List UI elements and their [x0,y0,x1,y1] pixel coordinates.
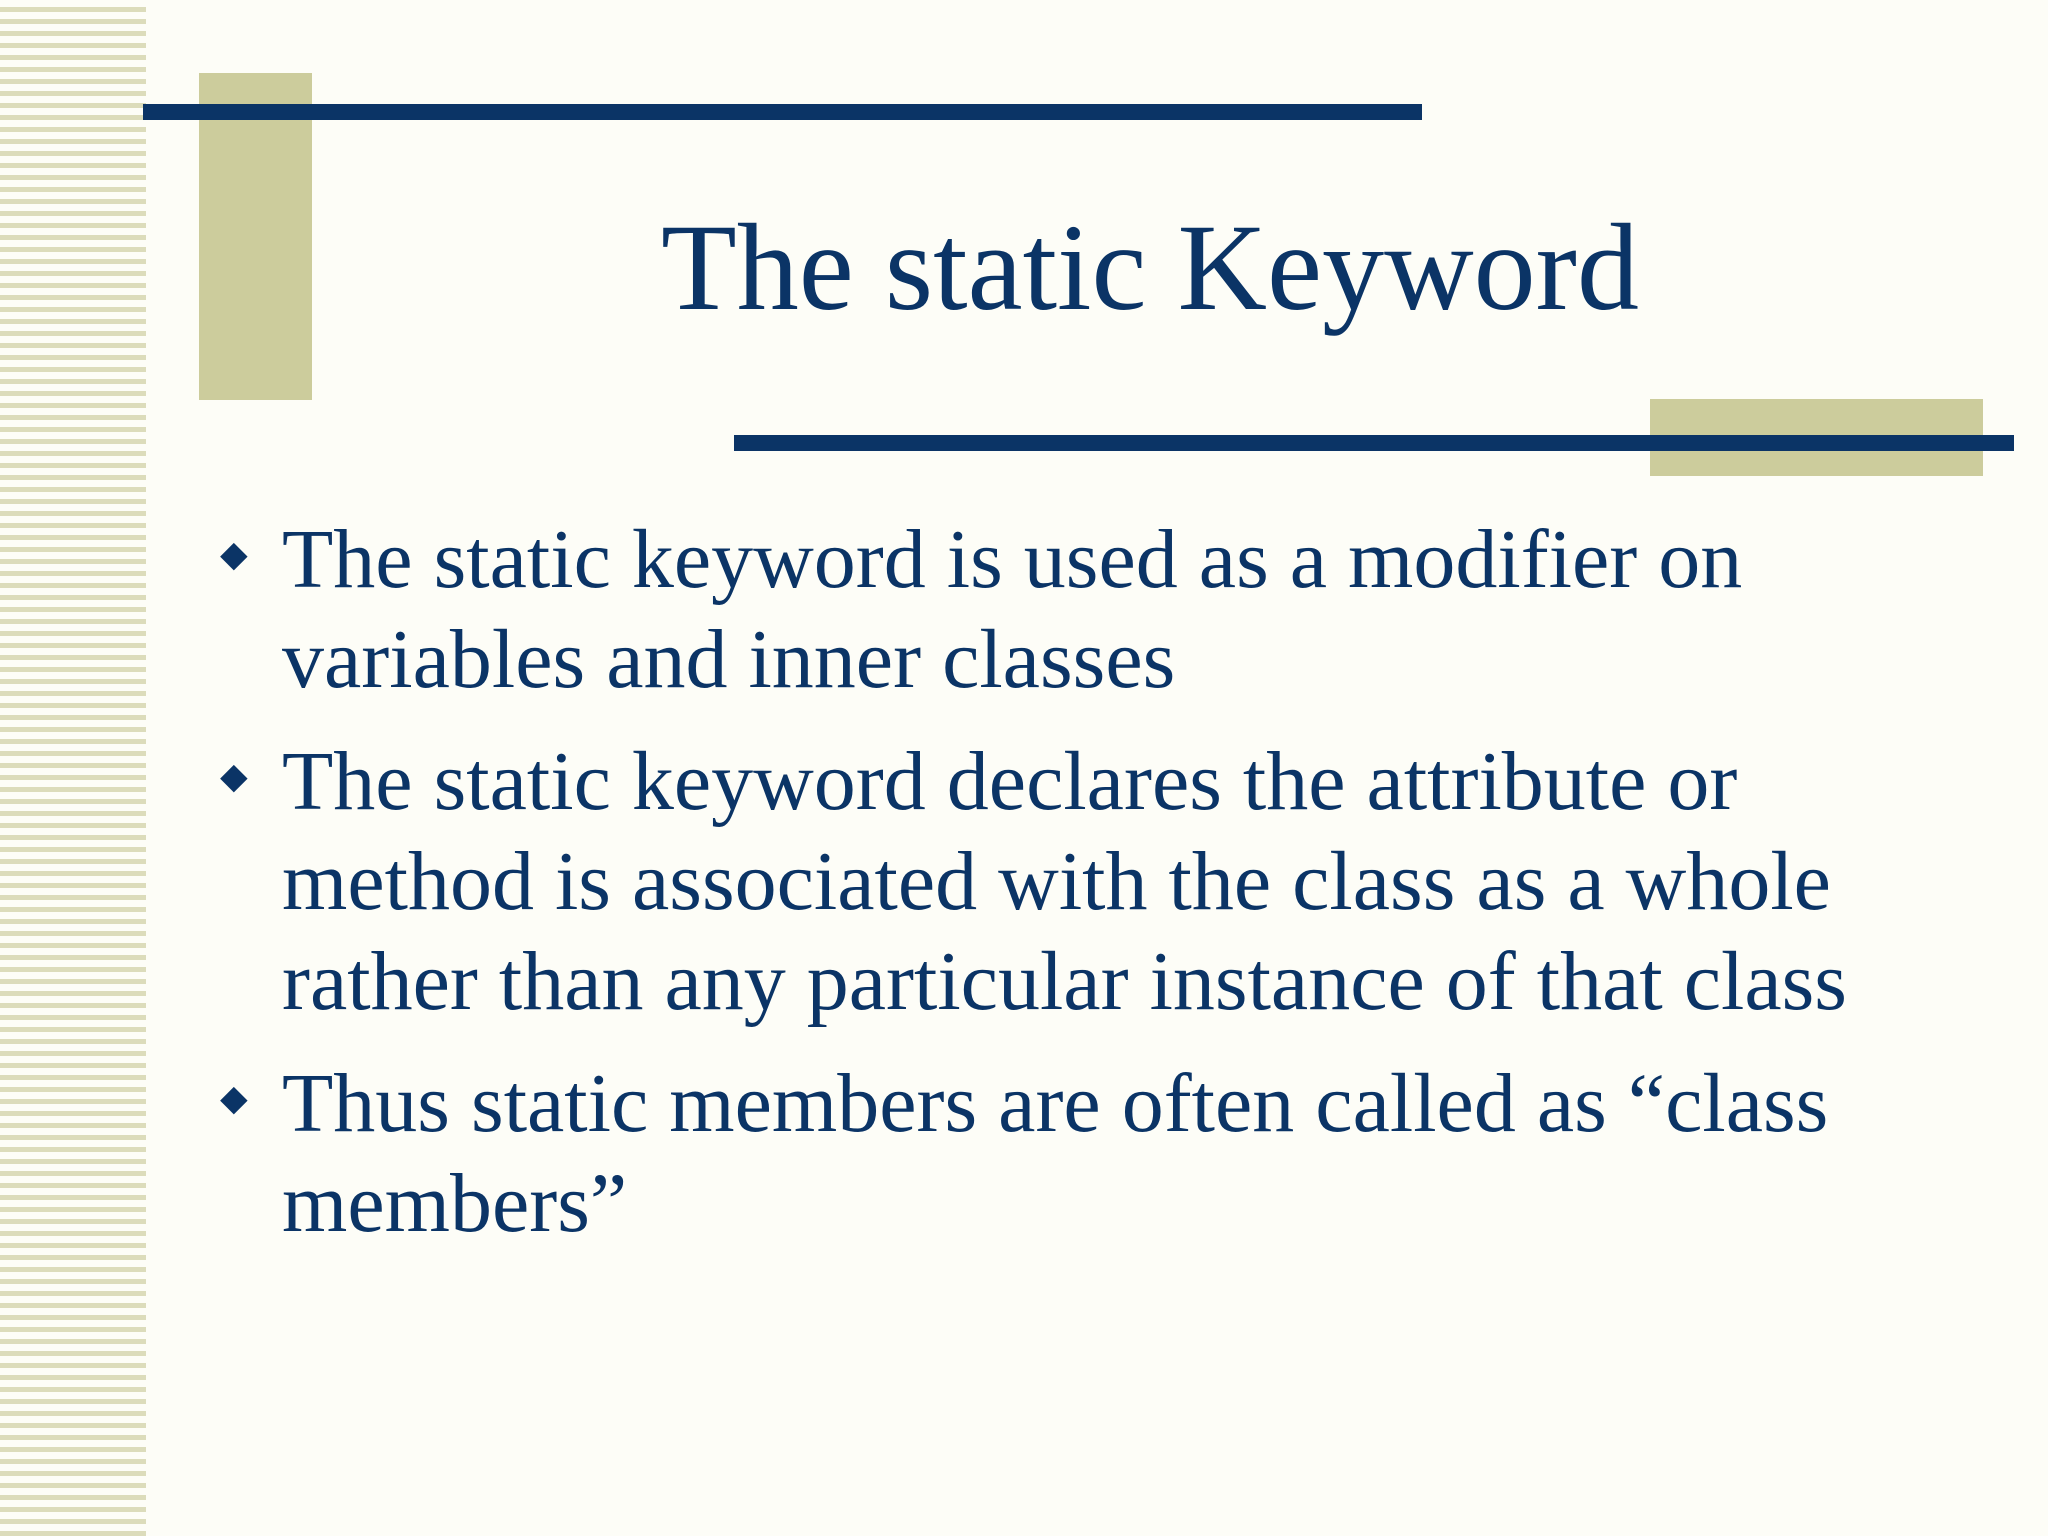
bullet-list [200,510,1920,1276]
title-rule-bottom [734,435,2014,451]
bullet-text: Thus static members are often called as “class members” [282,1057,1829,1250]
slide-title: The static Keyword [661,199,1639,336]
bullet-item [200,1054,1920,1254]
bullet-item [200,732,1920,1032]
bullet-text: The static keyword declares the attribute or method is associated with the class as a whole rather than any particular instance of that class [282,735,1847,1028]
bullet-item [200,510,1920,710]
title-rule-top [143,104,1422,120]
bullet-text: The static keyword is used as a modifier on variables and inner classes [282,513,1743,706]
striped-margin-band [0,0,146,1536]
diamond-bullet-icon: ◆ [220,756,248,796]
diamond-bullet-icon: ◆ [220,1078,248,1118]
diamond-bullet-icon: ◆ [220,534,248,574]
decorative-block-top [199,73,312,400]
